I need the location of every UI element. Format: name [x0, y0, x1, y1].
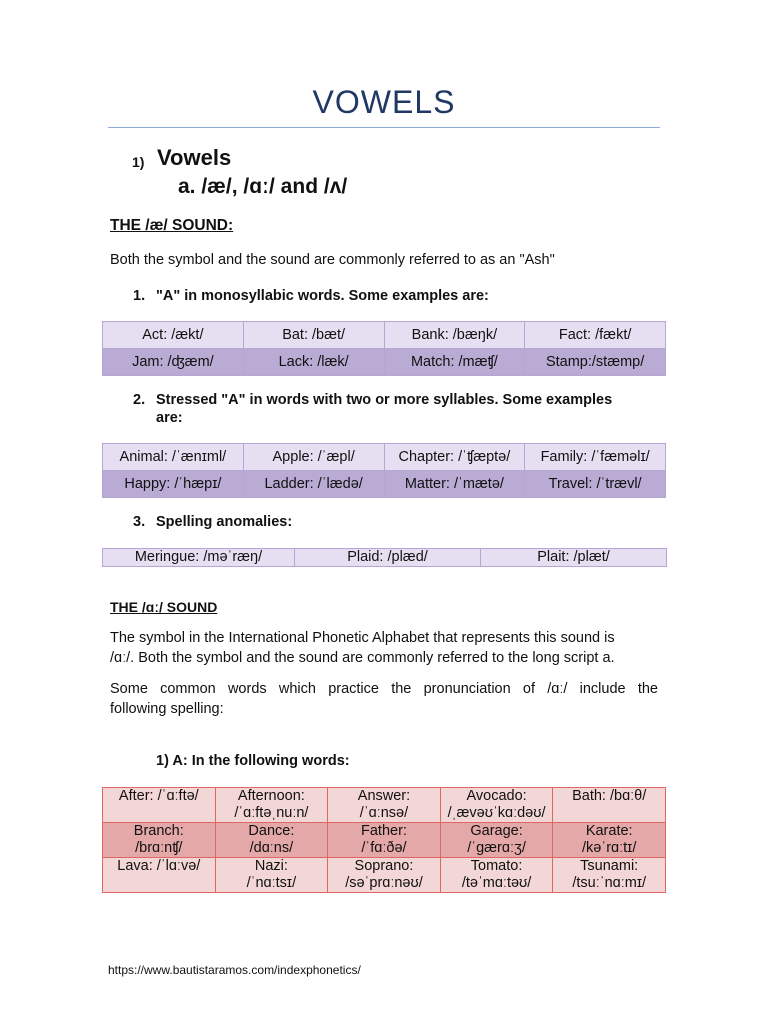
- table-cell: Tsunami: /tsuːˈnɑːmɪ/: [553, 858, 666, 893]
- list-text-line-2: are:: [156, 410, 183, 426]
- ash-sound-heading: THE /æ/ SOUND:: [110, 217, 234, 234]
- table-cell: Garage: /ˈgærɑːʒ/: [440, 823, 553, 858]
- table-cell: Ladder: /ˈlædə/: [243, 471, 384, 498]
- table-cell: Tomato: /təˈmɑːtəʊ/: [440, 858, 553, 893]
- table-cell: Plaid: /plæd/: [295, 549, 481, 567]
- table-row: [103, 349, 666, 376]
- table-cell: Family: /ˈfæməlɪ/: [525, 444, 666, 471]
- ash-monosyllabic-table: [102, 321, 666, 376]
- ash-spelling-anomalies-table: [102, 548, 667, 567]
- table-cell: Bank: /bæŋk/: [384, 322, 525, 349]
- ah-sound-heading: THE /ɑː/ SOUND: [110, 599, 218, 615]
- title-divider: [108, 127, 660, 128]
- table-cell: Animal: /ˈænɪml/: [103, 444, 244, 471]
- list-number: 3.: [133, 514, 146, 530]
- section-subheading: a. /æ/, /ɑː/ and /ʌ/: [178, 175, 348, 198]
- list-text-line-1: Stressed "A" in words with two or more syllables. Some examples: [156, 392, 613, 408]
- table-cell: Meringue: /məˈræŋ/: [103, 549, 295, 567]
- table-cell: Apple: /ˈæpl/: [243, 444, 384, 471]
- table-cell: Lack: /læk/: [243, 349, 384, 376]
- table-cell: Lava: /ˈlɑːvə/: [103, 858, 216, 893]
- table-cell: Soprano: /səˈprɑːnəʊ/: [328, 858, 441, 893]
- table-cell: Chapter: /ˈʧæptə/: [384, 444, 525, 471]
- ash-intro-paragraph: Both the symbol and the sound are commonly referred to as an "Ash": [110, 252, 555, 268]
- table-cell: Stamp:/stæmp/: [525, 349, 666, 376]
- table-cell: Avocado: /ˌævəʊˈkɑːdəʊ/: [440, 788, 553, 823]
- table-cell: After: /ˈɑːftə/: [103, 788, 216, 823]
- table-cell: Plait: /plæt/: [481, 549, 667, 567]
- list-text: Spelling anomalies:: [156, 514, 293, 530]
- table-cell: Fact: /fækt/: [525, 322, 666, 349]
- table-cell: Bath: /bɑːθ/: [553, 788, 666, 823]
- table-cell: Happy: /ˈhæpɪ/: [103, 471, 244, 498]
- table-cell: Nazi: /ˈnɑːtsɪ/: [215, 858, 328, 893]
- table-cell: Afternoon: /ˈɑːftəˌnuːn/: [215, 788, 328, 823]
- table-cell: Branch: /brɑːnʧ/: [103, 823, 216, 858]
- paragraph-line: The symbol in the International Phonetic Alphabet that represents this sound is: [110, 630, 615, 646]
- ah-words-table: [102, 787, 666, 893]
- paragraph-line: following spelling:: [110, 701, 224, 717]
- section-number: 1): [132, 154, 145, 170]
- list-text: "A" in monosyllabic words. Some examples are:: [156, 288, 489, 304]
- list-number: 1.: [133, 288, 146, 304]
- table-cell: Karate: /kəˈrɑːtɪ/: [553, 823, 666, 858]
- paragraph-line: /ɑː/. Both the symbol and the sound are commonly referred to the long script a.: [110, 650, 615, 666]
- table-cell: Jam: /ʤæm/: [103, 349, 244, 376]
- table-row: [103, 549, 667, 567]
- table-cell: Answer: /ˈɑːnsə/: [328, 788, 441, 823]
- ah-paragraph-2: [110, 679, 658, 719]
- footer-url-link[interactable]: https://www.bautistaramos.com/indexphonetics/: [108, 963, 361, 977]
- table-row: [103, 823, 666, 858]
- ash-stressed-table: [102, 443, 666, 498]
- table-row: [103, 322, 666, 349]
- section-heading: Vowels: [157, 145, 232, 170]
- table-row: [103, 788, 666, 823]
- table-row: [103, 444, 666, 471]
- ah-paragraph-1: [110, 628, 658, 668]
- table-cell: Matter: /ˈmætə/: [384, 471, 525, 498]
- table-cell: Dance: /dɑːns/: [215, 823, 328, 858]
- table-cell: Match: /mæʧ/: [384, 349, 525, 376]
- ah-list-item-1: [156, 752, 656, 770]
- table-row: [103, 471, 666, 498]
- table-cell: Bat: /bæt/: [243, 322, 384, 349]
- list-text: 1) A: In the following words:: [156, 753, 350, 769]
- paragraph-line: Some common words which practice the pronunciation of /ɑː/ include the: [110, 681, 658, 697]
- table-cell: Travel: /ˈtrævl/: [525, 471, 666, 498]
- list-number: 2.: [133, 392, 146, 408]
- page-title: VOWELS: [312, 84, 456, 120]
- table-cell: Act: /ækt/: [103, 322, 244, 349]
- ash-list-item-2: [133, 391, 663, 431]
- table-row: [103, 858, 666, 893]
- table-cell: Father: /ˈfɑːðə/: [328, 823, 441, 858]
